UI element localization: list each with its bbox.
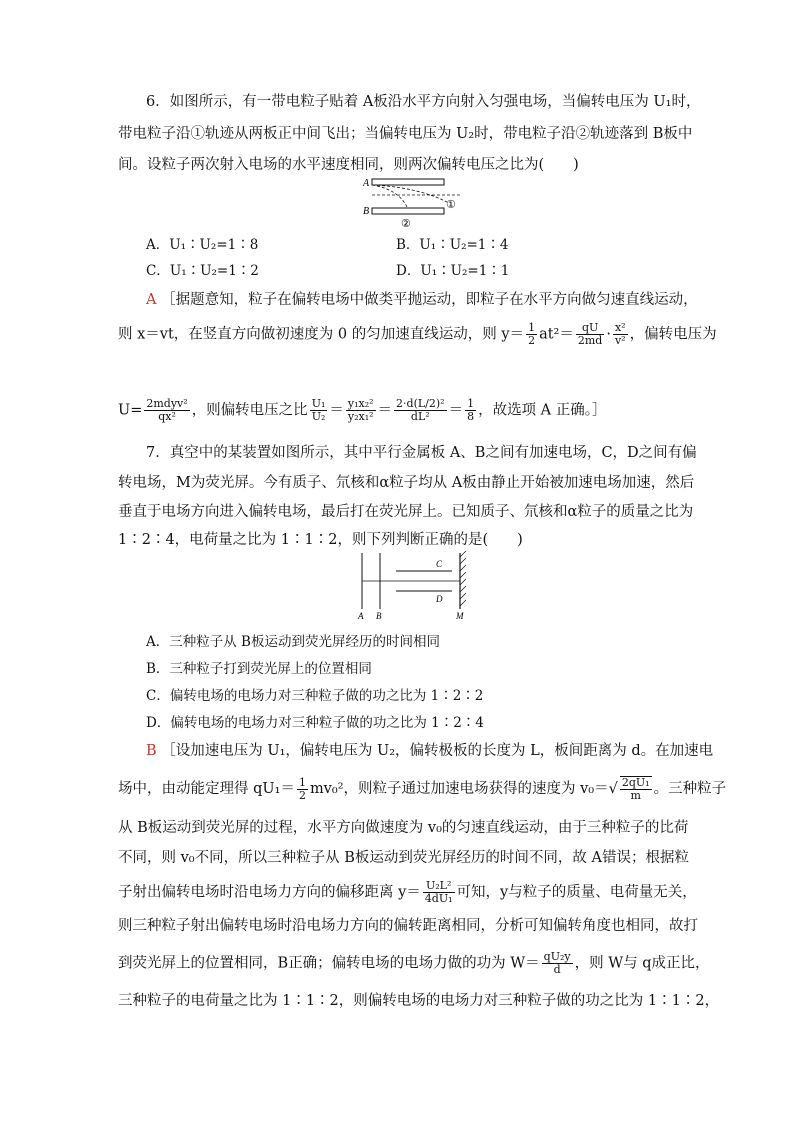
q7-s7-b: ，则 W与 q成正比，: [574, 955, 710, 972]
q6-fig-label-2: ②: [401, 218, 411, 230]
q7-fig-label-c: C: [436, 559, 443, 569]
q6-option-b: B．U₁∶U₂=1∶4: [396, 237, 509, 253]
q7-fig-label-m: M: [456, 611, 464, 621]
q7-s2-b: mv₀²，则粒子通过加速电场获得的速度为 v₀＝√: [309, 781, 618, 797]
q6-sol2-frac1: $\frac{1}{2}$: [528, 321, 536, 347]
q7-solution-line5: [118, 880, 697, 905]
q7-solution-line2: [118, 776, 726, 802]
q6-solution-line2: [118, 322, 717, 347]
q7-s7-frac: $\frac{\text{qU₂y}}{d}$: [543, 950, 571, 976]
q6-sol3-f: ，故选项 A 正确。］: [478, 402, 607, 419]
q6-plate-a: [372, 179, 444, 185]
q7-fig-label-d: D: [436, 594, 443, 604]
q6-fig-label-b: B: [363, 206, 370, 217]
q7-solution-line4: 不同，则 v₀不同，所以三种粒子从 B板运动到荧光屏经历的时间不同，故 A错误；根据粒: [118, 850, 689, 866]
q6-sol3-frac3: $\frac{\text{y₁x₂²}}{\text{y₂x₁²}}$: [347, 397, 374, 423]
q7-stem-line4: 1∶2∶4，电荷量之比为 1∶1∶2，则下列判断正确的是( ): [118, 532, 523, 548]
q6-option-d: D．U₁∶U₂=1∶1: [396, 263, 510, 279]
q6-path-2: [372, 185, 407, 207]
q7-s5-frac: $\frac{\text{U₂L²}}{\text{4dU₁}}$: [424, 879, 453, 905]
q6-answer-letter: A: [146, 292, 157, 308]
q7-s2-frac: $\frac{1}{2}$: [298, 775, 306, 802]
q6-sol3-c: ＝: [329, 402, 344, 419]
q6-sol3-frac4: $\frac{\text{2·d(L/2)²}}{\text{dL²}}$: [396, 397, 445, 423]
q6-sol3-frac5: $\frac{1}{8}$: [467, 397, 475, 423]
q7-s2-c: 。三种粒子: [653, 781, 727, 797]
q7-stem-line3: 垂直于电场方向进入偏转电场，最后打在荧光屏上。已知质子、氘核和α粒子的质量之比为: [118, 504, 694, 520]
q6-sol3-d: ＝: [377, 402, 393, 419]
q7-option-d: D．偏转电场的电场力对三种粒子做的功之比为 1∶2∶4: [146, 715, 484, 731]
q6-figure: [362, 175, 468, 231]
q6-option-c: C．U₁∶U₂=1∶2: [146, 263, 259, 279]
q7-s5-b: 可知，y与粒子的质量、电荷量无关，: [456, 884, 697, 901]
q7-solution-line3: 从 B板运动到荧光屏的过程，水平方向做速度为 v₀的匀速直线运动，由于三种粒子的比荷: [118, 820, 689, 836]
q7-s1-text: ［设加速电压为 U₁，偏转电压为 U₂，偏转极板的长度为 L，板间距离为 d。在加速电: [161, 743, 714, 759]
q6-fig-label-a: A: [363, 178, 370, 189]
q6-stem-line2: 带电粒子沿①轨迹从两板正中间飞出；当偏转电压为 U₂时，带电粒子沿②轨迹落到 B板中: [118, 126, 693, 142]
q6-sol3-e: ＝: [448, 402, 464, 419]
q7-fig-label-b: B: [376, 611, 382, 621]
q7-s2-root-frac: $\frac{\text{2qU₁}}{m}$: [621, 776, 650, 802]
q7-option-c: C．偏转电场的电场力对三种粒子做的功之比为 1∶2∶2: [146, 688, 484, 704]
q6-sol3-a: U=: [118, 402, 143, 419]
q7-stem-line2: 转电场，M为荧光屏。今有质子、氘核和α粒子均从 A板由静止开始被加速电场加速，然后: [118, 475, 695, 491]
q6-sol2-a: 则 x＝vt，在竖直方向做初速度为 0 的匀加速直线运动，则 y＝: [118, 326, 525, 343]
q6-stem-line1: 6．如图所示，有一带电粒子贴着 A板沿水平方向射入匀强电场，当偏转电压为 U₁时，: [146, 94, 701, 110]
q6-sol2-frac2: $\frac{qU}{2md}$: [577, 321, 603, 347]
q7-solution-line7: [118, 951, 710, 976]
q7-stem-line1: 7．真空中的某装置如图所示，其中平行金属板 A、B之间有加速电场，C，D之间有偏: [146, 445, 697, 461]
q6-sol3-frac2: $\frac{\text{U₁}}{\text{U₂}}$: [311, 397, 326, 423]
q7-s5-a: 子射出偏转电场时沿电场力方向的偏移距离 y＝: [118, 884, 421, 901]
q7-option-a: A．三种粒子从 B板运动到荧光屏经历的时间相同: [146, 634, 440, 650]
q6-sol3-frac1: $\frac{\text{2mdyv²}}{\text{qx²}}$: [146, 397, 188, 423]
q7-solution-line1: [146, 741, 713, 761]
q7-solution-line8: 三种粒子的电荷量之比为 1∶1∶2，则偏转电场的电场力对三种粒子做的功之比为 1∶1∶2，: [118, 993, 720, 1009]
q7-answer-letter: B: [146, 743, 157, 759]
q7-fig-label-a: A: [358, 611, 364, 621]
q7-s2-a: 场中，由动能定理得 qU₁＝: [118, 781, 295, 797]
q7-solution-line6: 则三种粒子射出偏转电场时沿电场力方向的偏转距离相同，分析可知偏转角度也相同，故打: [118, 918, 698, 934]
q7-s7-a: 到荧光屏上的位置相同，B正确；偏转电场的电场力做的功为 W＝: [118, 955, 540, 972]
q6-fig-label-1: ①: [446, 199, 456, 211]
q6-option-a: A．U₁∶U₂=1∶8: [146, 237, 259, 253]
q7-figure: [352, 551, 476, 623]
q6-plate-b: [372, 208, 444, 214]
q6-solution-line3: [118, 398, 607, 423]
q6-solution-line1: [146, 290, 698, 310]
q6-sol3-b: ，则偏转电压之比: [191, 402, 308, 419]
q7-screen-hatch: [460, 551, 466, 606]
q6-sol2-c: ·: [606, 326, 611, 343]
q6-sol2-b: at²＝: [539, 326, 574, 343]
q6-sol2-frac3: $\frac{\text{x²}}{\text{v²}}$: [614, 321, 626, 347]
q6-stem-line3: 间。设粒子两次射入电场的水平速度相同，则两次偏转电压之比为( ): [118, 157, 579, 173]
q6-sol1-text: ［据题意知，粒子在偏转电场中做类平抛运动，即粒子在水平方向做匀速直线运动，: [161, 292, 698, 308]
q6-sol2-d: ，偏转电压为: [629, 326, 717, 343]
q7-option-b: B．三种粒子打到荧光屏上的位置相同: [146, 661, 372, 677]
